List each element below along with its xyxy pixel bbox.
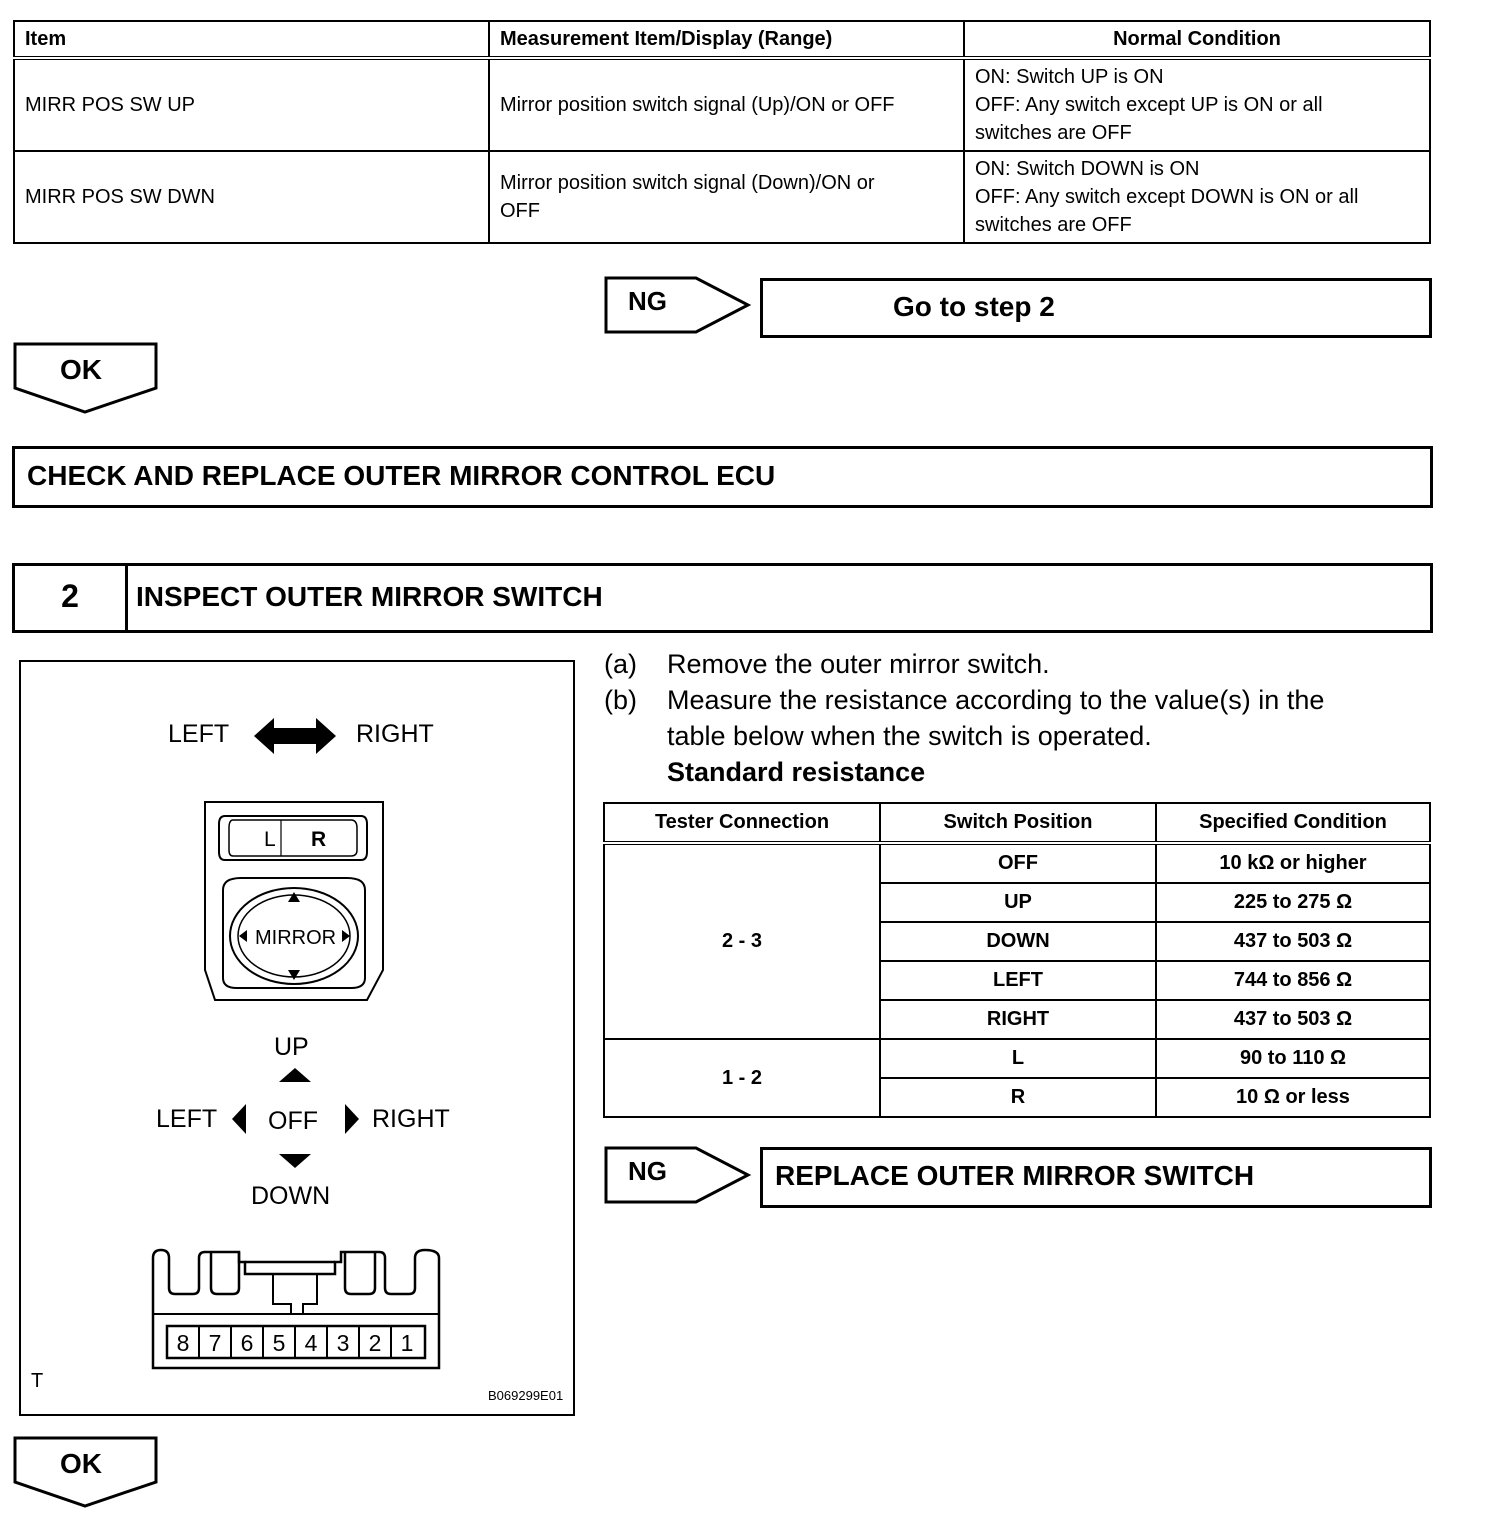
condition-line: OFF: Any switch except UP is ON or all: [975, 94, 1323, 116]
table-row: [14, 151, 1430, 243]
table-row: [604, 1039, 1430, 1078]
dir-down-label: DOWN: [251, 1182, 331, 1210]
instruction-b-line2: table below when the switch is operated.: [667, 721, 1152, 751]
condition-cell: [964, 151, 1430, 243]
dir-left-label: LEFT: [156, 1105, 218, 1133]
resistance-table: [603, 802, 1431, 1118]
instruction-b-marker: (b): [604, 685, 637, 715]
pin-numbers: [167, 1330, 425, 1357]
dir-off-label: OFF: [268, 1107, 318, 1135]
position-cell: R: [880, 1078, 1156, 1117]
position-cell: DOWN: [880, 922, 1156, 961]
corner-mark: T: [31, 1370, 44, 1392]
pin-number: 8: [176, 1330, 190, 1356]
pin-number: 2: [368, 1330, 382, 1356]
pin-number: 6: [240, 1330, 254, 1356]
position-cell: L: [880, 1039, 1156, 1078]
instruction-a-marker: (a): [604, 649, 637, 679]
measurement-line: OFF: [500, 200, 540, 222]
switch-l-label: L: [264, 828, 276, 851]
header-tester-connection: Tester Connection: [604, 803, 880, 843]
ng-action-box: [760, 278, 1432, 338]
connection-cell: 1 - 2: [604, 1039, 880, 1117]
ok-label: OK: [60, 1448, 102, 1479]
dir-right-label: RIGHT: [372, 1105, 450, 1133]
position-cell: OFF: [880, 843, 1156, 883]
condition-line: switches are OFF: [975, 122, 1132, 144]
result-text: CHECK AND REPLACE OUTER MIRROR CONTROL ECU: [27, 460, 776, 491]
measurement-line: Mirror position switch signal (Down)/ON or: [500, 172, 875, 194]
condition-line: ON: Switch UP is ON: [975, 66, 1164, 88]
dir-up-label: UP: [274, 1033, 309, 1061]
double-arrow-icon: [252, 716, 338, 756]
condition-line: OFF: Any switch except DOWN is ON or all: [975, 186, 1359, 208]
table-row: [14, 58, 1430, 151]
switch-figure: [19, 660, 575, 1416]
figure-id: B069299E01: [488, 1388, 564, 1403]
ng-arrow-icon: [604, 1146, 752, 1204]
ng-arrow-icon: [604, 276, 752, 334]
instruction-a-text: Remove the outer mirror switch.: [667, 649, 1050, 679]
ng-label: NG: [628, 286, 667, 316]
header-measurement: Measurement Item/Display (Range): [489, 21, 964, 58]
condition-cell: 225 to 275 Ω: [1156, 883, 1430, 922]
header-specified-condition: Specified Condition: [1156, 803, 1430, 843]
table-row: [604, 843, 1430, 883]
switch-r-label: R: [311, 828, 327, 851]
mirror-switch-panel: [201, 800, 391, 1006]
item-cell: MIRR POS SW UP: [14, 58, 489, 151]
left-arrow-icon: [230, 1102, 248, 1136]
ng-action-text: Go to step 2: [893, 291, 1055, 322]
position-cell: UP: [880, 883, 1156, 922]
header-normal-condition: Normal Condition: [964, 21, 1430, 58]
condition-cell: 437 to 503 Ω: [1156, 922, 1430, 961]
ng-label: NG: [628, 1156, 667, 1186]
instruction-b-line1: Measure the resistance according to the value(s) in the: [667, 685, 1325, 715]
item-cell: MIRR POS SW DWN: [14, 151, 489, 243]
ok-tag: [13, 342, 159, 414]
ok-label: OK: [60, 354, 102, 385]
pin-number: 3: [336, 1330, 350, 1356]
pin-number: 7: [208, 1330, 222, 1356]
condition-cell: 437 to 503 Ω: [1156, 1000, 1430, 1039]
position-cell: LEFT: [880, 961, 1156, 1000]
condition-cell: 90 to 110 Ω: [1156, 1039, 1430, 1078]
condition-line: ON: Switch DOWN is ON: [975, 158, 1200, 180]
ng-action-text: REPLACE OUTER MIRROR SWITCH: [775, 1160, 1255, 1191]
ng-action-box: [760, 1147, 1432, 1208]
condition-cell: 10 kΩ or higher: [1156, 843, 1430, 883]
pin-number: 4: [304, 1330, 318, 1356]
connection-cell: 2 - 3: [604, 843, 880, 1039]
ok-tag: [13, 1436, 159, 1508]
condition-cell: 744 to 856 Ω: [1156, 961, 1430, 1000]
right-arrow-icon: [343, 1102, 361, 1136]
measurement-cell: Mirror position switch signal (Up)/ON or OFF: [489, 58, 964, 151]
step-number: 2: [61, 578, 79, 614]
step-title: INSPECT OUTER MIRROR SWITCH: [136, 581, 603, 612]
step-number-cell: [15, 566, 128, 630]
lr-right-label: RIGHT: [356, 720, 434, 748]
down-arrow-icon: [277, 1152, 313, 1170]
header-item: Item: [14, 21, 489, 58]
ng-tag: [604, 276, 752, 334]
measurement-cell: [489, 151, 964, 243]
ng-tag: [604, 1146, 752, 1204]
result-box: [12, 446, 1433, 508]
condition-cell: 10 Ω or less: [1156, 1078, 1430, 1117]
data-monitor-table: [13, 20, 1431, 244]
standard-resistance-title: Standard resistance: [667, 757, 926, 787]
step-header: [12, 563, 1433, 633]
pin-number: 5: [272, 1330, 286, 1356]
condition-cell: [964, 58, 1430, 151]
pin-number: 1: [400, 1330, 414, 1356]
lr-left-label: LEFT: [168, 720, 230, 748]
header-switch-position: Switch Position: [880, 803, 1156, 843]
condition-line: switches are OFF: [975, 214, 1132, 236]
position-cell: RIGHT: [880, 1000, 1156, 1039]
up-arrow-icon: [277, 1066, 313, 1084]
mirror-label: MIRROR: [255, 927, 337, 949]
